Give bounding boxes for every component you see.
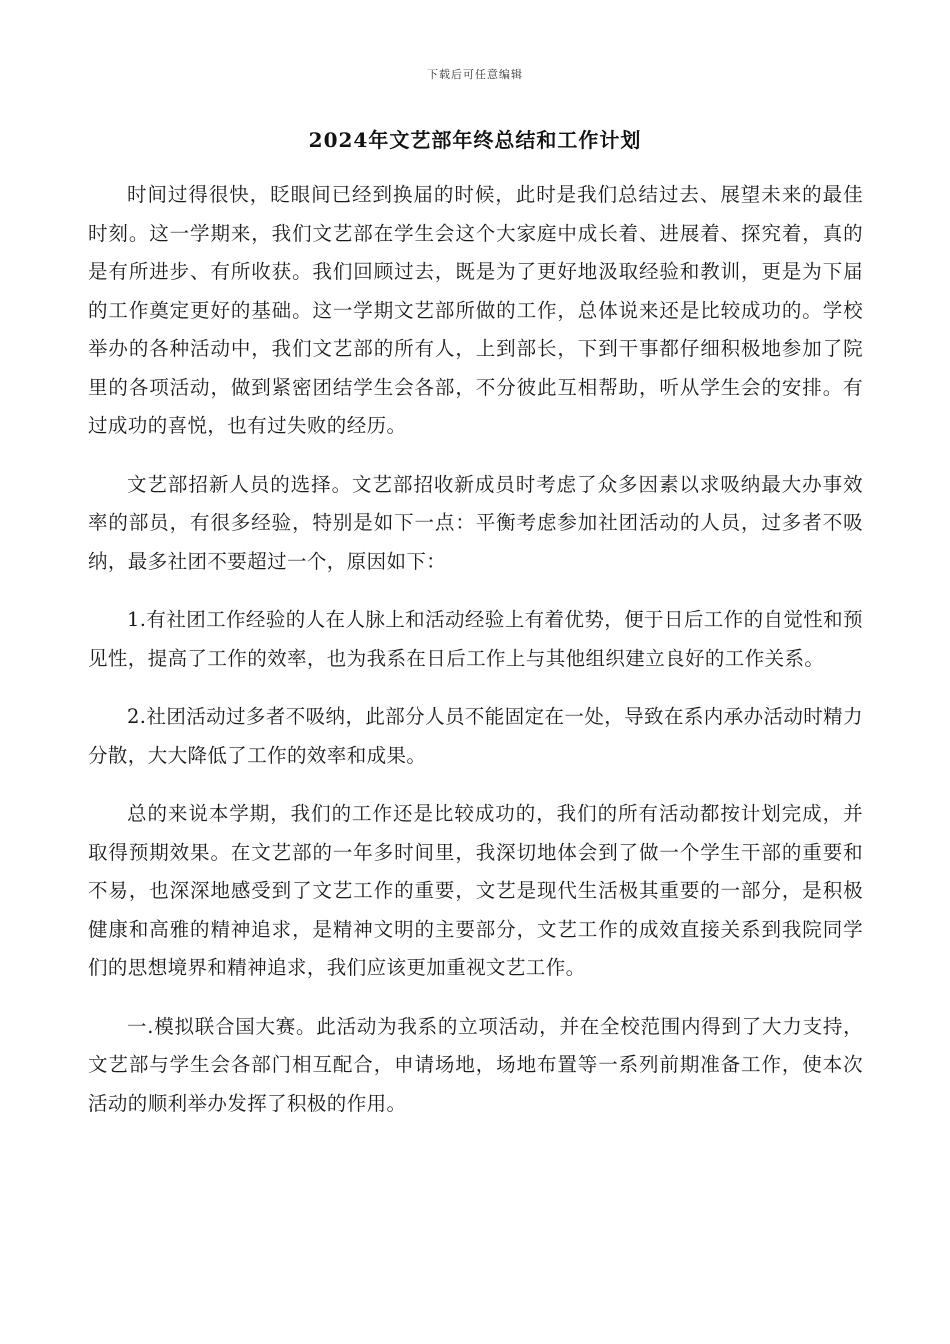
document-title: 2024年文艺部年终总结和工作计划 [308, 128, 642, 152]
document-body [88, 176, 863, 1143]
paragraph-point-1: 1.有社团工作经验的人在人脉上和活动经验上有着优势，便于日后工作的自觉性和预见性，提高了工作的效率，也为我系在日后工作上与其他组织建立良好的工作关系。 [88, 608, 863, 670]
paragraph-summary: 总的来说本学期，我们的工作还是比较成功的，我们的所有活动都按计划完成，并取得预期效果。在文艺部的一年多时间里，我深切地体会到了做一个学生干部的重要和不易，也深深地感受到了文艺工作的重要，文艺是现代生活极其重要的一部分，是积极健康和高雅的精神追求，是精神文明的主要部分，文艺工作的成效直接关系到我院同学们的思想境界和精神追求，我们应该更加重视文艺工作。 [88, 802, 863, 979]
paragraph-activity-1: 一.模拟联合国大赛。此活动为我系的立项活动，并在全校范围内得到了大力支持，文艺部与学生会各部门相互配合，申请场地，场地布置等一系列前期准备工作，使本次活动的顺利举办发挥了积极的作用。 [88, 1014, 863, 1115]
paragraph-intro: 时间过得很快，眨眼间已经到换届的时候，此时是我们总结过去、展望未来的最佳时刻。这一学期来，我们文艺部在学生会这个大家庭中成长着、进展着、探究着，真的是有所进步、有所收获。我们回顾过去，既是为了更好地汲取经验和教训，更是为下届的工作奠定更好的基础。这一学期文艺部所做的工作，总体说来还是比较成功的。学校举办的各种活动中，我们文艺部的所有人，上到部长，下到干事都仔细积极地参加了院里的各项活动，做到紧密团结学生会各部，不分彼此互相帮助，听从学生会的安排。有过成功的喜悦，也有过失败的经历。 [88, 183, 863, 437]
header-note: 下载后可任意编辑 [427, 68, 523, 81]
paragraph-point-2: 2.社团活动过多者不吸纳，此部分人员不能固定在一处，导致在系内承办活动时精力分散，大大降低了工作的效率和成果。 [88, 705, 863, 767]
paragraph-recruitment: 文艺部招新人员的选择。文艺部招收新成员时考虑了众多因素以求吸纳最大办事效率的部员，有很多经验，特别是如下一点：平衡考虑参加社团活动的人员，过多者不吸纳，最多社团不要超过一个，原因如下： [88, 472, 863, 573]
